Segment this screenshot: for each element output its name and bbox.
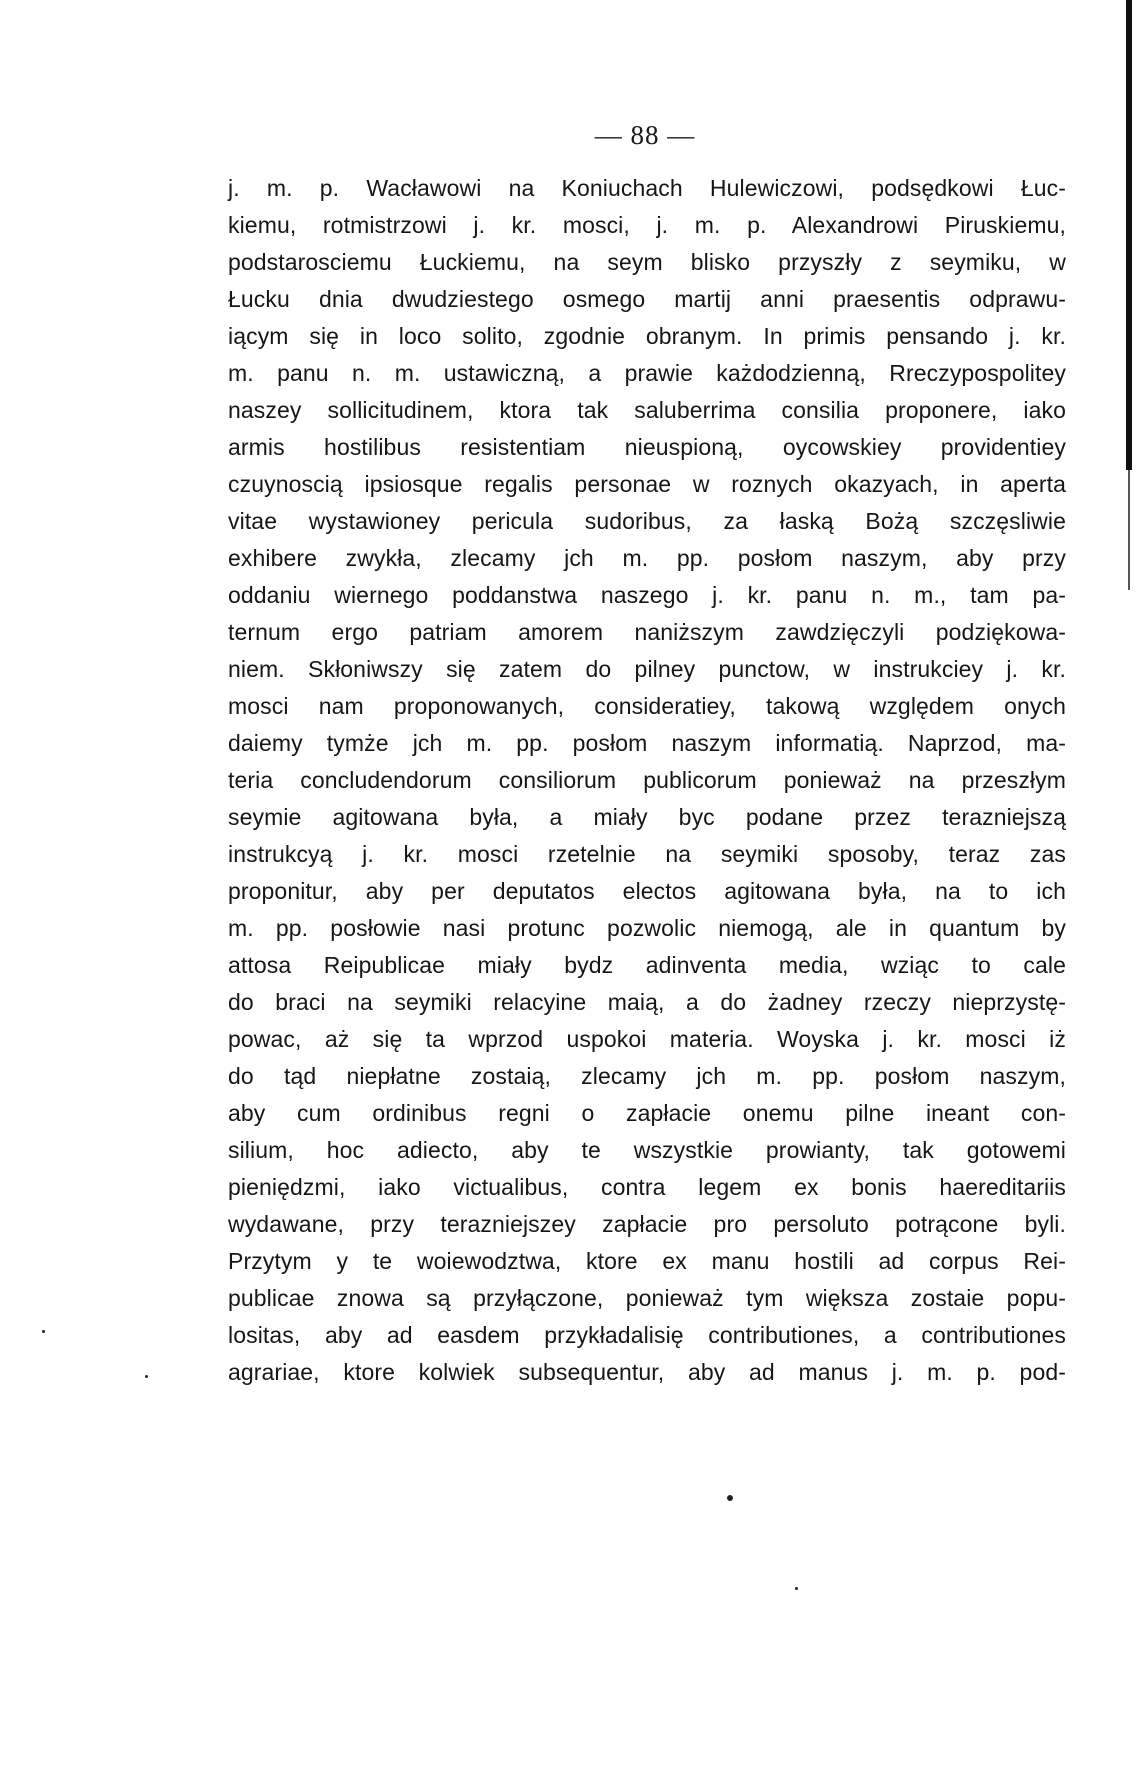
text-line: iącym się in loco solito, zgodnie obranym. In primis pensando j. kr.: [228, 323, 1066, 349]
text-line: armis hostilibus resistentiam nieuspioną, oycowskiey providentiey: [228, 434, 1066, 460]
ink-speck: [145, 1375, 148, 1378]
scan-edge-shadow: [1126, 0, 1132, 470]
text-line: wydawane, przy terazniejszey zapłacie pro persoluto potrącone byli.: [228, 1211, 1066, 1237]
text-line: m. pp. posłowie nasi protunc pozwolic niemogą, ale in quantum by: [228, 915, 1066, 941]
text-line: Przytym y te woiewodztwa, ktore ex manu hostili ad corpus Rei-: [228, 1248, 1066, 1274]
text-line: instrukcyą j. kr. mosci rzetelnie na seymiki sposoby, teraz zas: [228, 841, 1066, 867]
ink-speck: [42, 1330, 45, 1333]
text-line: m. panu n. m. ustawiczną, a prawie każdodzienną, Rreczypospolitey: [228, 360, 1066, 386]
text-line: seymie agitowana była, a miały byc podane przez terazniejszą: [228, 804, 1066, 830]
text-line: daiemy tymże jch m. pp. posłom naszym informatią. Naprzod, ma-: [228, 730, 1066, 756]
text-line: attosa Reipublicae miały bydz adinventa media, wziąc to cale: [228, 952, 1066, 978]
text-line: naszey sollicitudinem, ktora tak saluberrima consilia proponere, iako: [228, 397, 1066, 423]
text-line: proponitur, aby per deputatos electos agitowana była, na to ich: [228, 878, 1066, 904]
text-line: exhibere zwykła, zlecamy jch m. pp. posłom naszym, aby przy: [228, 545, 1066, 571]
text-line: kiemu, rotmistrzowi j. kr. mosci, j. m. p. Alexandrowi Piruskiemu,: [228, 212, 1066, 238]
text-line: Łucku dnia dwudziestego osmego martij anni praesentis odprawu-: [228, 286, 1066, 312]
page-number: — 88 —: [594, 120, 696, 150]
text-line: mosci nam proponowanych, consideratiey, takową względem onych: [228, 693, 1066, 719]
scan-edge-shadow-thin: [1128, 470, 1130, 590]
text-line: oddaniu wiernego poddanstwa naszego j. kr. panu n. m., tam pa-: [228, 582, 1066, 608]
text-line: agrariae, ktore kolwiek subsequentur, aby ad manus j. m. p. pod-: [228, 1359, 1066, 1385]
text-line: aby cum ordinibus regni o zapłacie onemu pilne ineant con-: [228, 1100, 1066, 1126]
text-line: publicae znowa są przyłączone, ponieważ tym większa zostaie popu-: [228, 1285, 1066, 1311]
text-line: pieniędzmi, iako victualibus, contra legem ex bonis haereditariis: [228, 1174, 1066, 1200]
text-line: silium, hoc adiecto, aby te wszystkie prowianty, tak gotowemi: [228, 1137, 1066, 1163]
text-line: czuynoscią ipsiosque regalis personae w roznych okazyach, in aperta: [228, 471, 1066, 497]
text-line: j. m. p. Wacławowi na Koniuchach Hulewiczowi, podsędkowi Łuc-: [228, 175, 1066, 201]
text-line: ternum ergo patriam amorem naniższym zawdzięczyli podziękowa-: [228, 619, 1066, 645]
text-line: do tąd niepłatne zostaią, zlecamy jch m. pp. posłom naszym,: [228, 1063, 1066, 1089]
ink-speck: [795, 1587, 798, 1590]
text-line: do braci na seymiki relacyine maią, a do żadney rzeczy nieprzystę-: [228, 989, 1066, 1015]
body-text: [228, 170, 1066, 1391]
text-line: powac, aż się ta wprzod uspokoi materia. Woyska j. kr. mosci iż: [228, 1026, 1066, 1052]
text-line: teria concludendorum consiliorum publicorum ponieważ na przeszłym: [228, 767, 1066, 793]
text-line: niem. Skłoniwszy się zatem do pilney punctow, w instrukciey j. kr.: [228, 656, 1066, 682]
text-line: vitae wystawioney pericula sudoribus, za łaską Bożą szczęsliwie: [228, 508, 1066, 534]
text-line: lositas, aby ad easdem przykładalisię contributiones, a contributiones: [228, 1322, 1066, 1348]
text-line: podstarosciemu Łuckiemu, na seym blisko przyszły z seymiku, w: [228, 249, 1066, 275]
ink-speck: [727, 1495, 733, 1501]
